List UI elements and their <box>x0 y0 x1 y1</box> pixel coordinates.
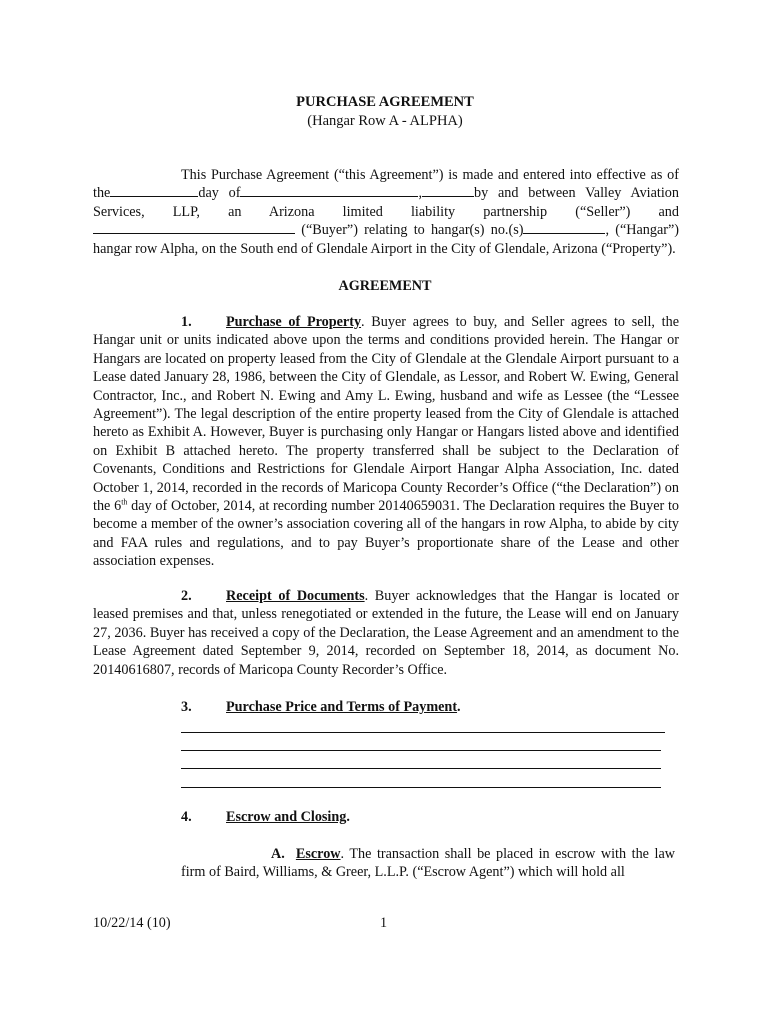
blank-year[interactable] <box>422 184 474 197</box>
section-1 <box>93 313 679 571</box>
section-1-body-b: day of October, 2014, at recording number 20140659031. The Declaration requires the Buyer to become a member of the owner’s association covering all of the hangars in row Alpha, to abide by city and FAA rules and regulations, and to pay Buyer’s proportionate share of the Lease and other association expenses. <box>93 498 679 570</box>
payment-terms-line-3[interactable] <box>181 768 661 769</box>
section-1-sup: th <box>121 497 128 507</box>
intro-text-4: by and between Valley Aviation Services, LLP, an Arizona limited liability partnership (“Seller”) and <box>93 185 679 220</box>
blank-month[interactable] <box>240 184 418 197</box>
section-1-number: 1. <box>181 314 192 330</box>
section-1-heading: Purchase of Property <box>226 314 362 330</box>
blank-hangar-numbers[interactable] <box>523 221 605 234</box>
intro-text-2: day of <box>198 185 241 202</box>
section-3-period: . <box>457 699 461 715</box>
section-2-heading: Receipt of Documents <box>226 588 365 604</box>
footer-date: 10/22/14 (10) <box>93 915 171 931</box>
section-4a-label: A. <box>271 846 285 862</box>
blank-day[interactable] <box>110 184 198 197</box>
footer-page-number: 1 <box>380 915 388 931</box>
section-2-number: 2. <box>181 588 192 604</box>
section-4-period: . <box>346 809 350 825</box>
payment-terms-line-1[interactable] <box>181 732 665 733</box>
document-title: PURCHASE AGREEMENT <box>296 94 474 110</box>
intro-paragraph <box>93 166 679 258</box>
intro-text-6: , (“Hangar”) hangar row Alpha, on the South end of Glendale Airport in the City of Glendale, Arizona (“Property”). <box>93 222 680 257</box>
section-4a <box>181 845 675 882</box>
section-2 <box>93 587 679 679</box>
section-4 <box>93 808 679 826</box>
section-1-body-a: . Buyer agrees to buy, and Seller agrees to sell, the Hangar unit or units indicated above upon the terms and conditions provided herein. The Hangar or Hangars are located on property leased from the City of Glendale at the Glendale Airport pursuant to a Lease dated January 28, 1986, between the City of Glendale, as Lessor, and Robert W. Ewing, General Contractor, Inc., and Robert N. Ewing and Amy L. Ewing, husband and wife as Lessee (the “Lessee Agreement”). The legal description of the entire property leased from the City of Glendale is attached hereto as Exhibit A. However, Buyer is purchasing only Hangar or Hangars listed above and identified on Exhibit B attached hereto. The property transferred shall be subject to the Declaration of Covenants, Conditions and Restrictions for Glendale Airport Hangar Alpha Association, Inc. dated October 1, 2014, recorded in the records of Maricopa County Recorder’s Office (“the Declaration”) on the 6 <box>93 314 679 515</box>
section-4a-body: . The transaction shall be placed in escrow with the law firm of Baird, Williams, & Greer, L.L.P. (“Escrow Agent”) which will hold all <box>181 846 675 881</box>
agreement-heading: AGREEMENT <box>338 278 432 294</box>
section-3-number: 3. <box>181 699 192 715</box>
intro-text-1: This Purchase Agreement (“this Agreement”) is made and entered into effective as of the <box>93 167 679 202</box>
section-4-heading: Escrow and Closing <box>226 809 347 825</box>
intro-text-3: , <box>418 185 423 202</box>
section-4a-heading: Escrow <box>295 846 341 862</box>
section-3 <box>93 698 679 716</box>
payment-terms-line-2[interactable] <box>181 750 661 751</box>
intro-text-5: (“Buyer”) relating to hangar(s) no.(s) <box>301 222 524 239</box>
document-subtitle: (Hangar Row A - ALPHA) <box>307 113 463 129</box>
section-2-body: . Buyer acknowledges that the Hangar is located or leased premises and that, unless renegotiated or extended in the future, the Lease will end on January 27, 2036. Buyer has received a copy of the Declaration, the Lease Agreement and an amendment to the Lease Agreement dated September 9, 2014, recorded on September 18, 2014, as document No. 20140616807, records of Maricopa County Recorder’s Office. <box>93 588 679 678</box>
section-3-heading: Purchase Price and Terms of Payment <box>226 699 458 715</box>
blank-buyer-name[interactable] <box>93 221 295 234</box>
section-4-number: 4. <box>181 809 192 825</box>
payment-terms-line-4[interactable] <box>181 787 661 788</box>
